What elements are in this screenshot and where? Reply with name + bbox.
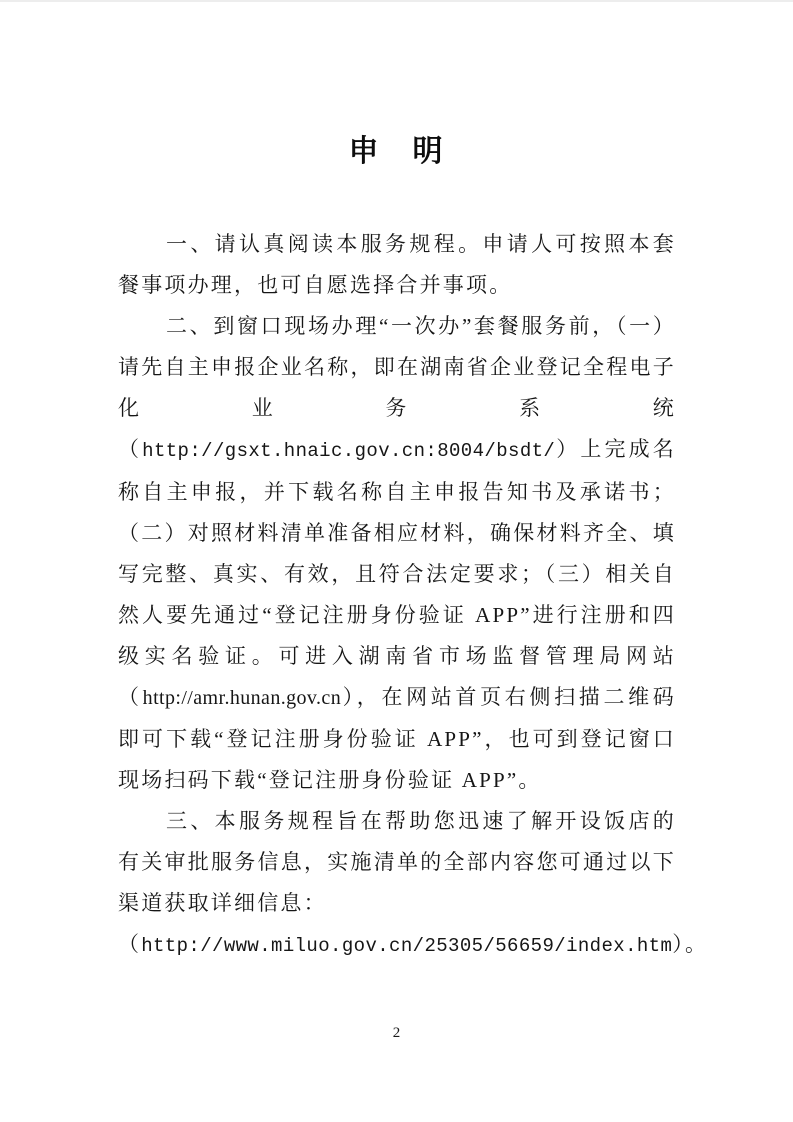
paragraph-2-text-a: 二、到窗口现场办理“一次办”套餐服务前，（一）请先自主申报企业名称，即在湖南省企业登记全程电子化业务系统（ [118,314,676,461]
paragraph-4 [118,924,709,967]
paragraph-2-text-c: ），在网站首页右侧扫描二维码即可下载“登记注册身份验证 APP”，也可到登记窗口现场扫码下载“登记注册身份验证 APP”。 [118,685,676,792]
paragraph-2 [118,306,676,801]
document-title: 申 明 [348,135,445,168]
paragraph-2-text-b: ）上完成名称自主申报，并下载名称自主申报告知书及承诺书；（二）对照材料清单准备相应材料，确保材料齐全、填写完整、真实、有效，且符合法定要求；（三）相关自然人要先通过“登记注册身份验证 APP”进行注册和四级实名验证。可进入湖南省市场监督管理局网站（ [118,437,676,709]
document-body [118,224,709,967]
paragraph-1 [118,224,676,306]
url-gsxt-hnaic: http://gsxt.hnaic.gov.cn:8004/bsdt/ [142,440,556,462]
paragraph-1-text: 一、请认真阅读本服务规程。申请人可按照本套餐事项办理，也可自愿选择合并事项。 [118,232,676,297]
url-miluo: http://www.miluo.gov.cn/25305/56659/index.htm [141,935,673,957]
paragraph-4-open-paren: （ [118,932,142,956]
page-number: 2 [392,1025,401,1041]
paragraph-4-close-paren: ）。 [672,932,709,956]
url-amr-hunan: http://amr.hunan.gov.cn [142,687,342,709]
paragraph-3-text: 三、本服务规程旨在帮助您迅速了解开设饭店的有关审批服务信息，实施清单的全部内容您可通过以下渠道获取详细信息： [118,809,676,915]
paragraph-3 [118,801,676,924]
